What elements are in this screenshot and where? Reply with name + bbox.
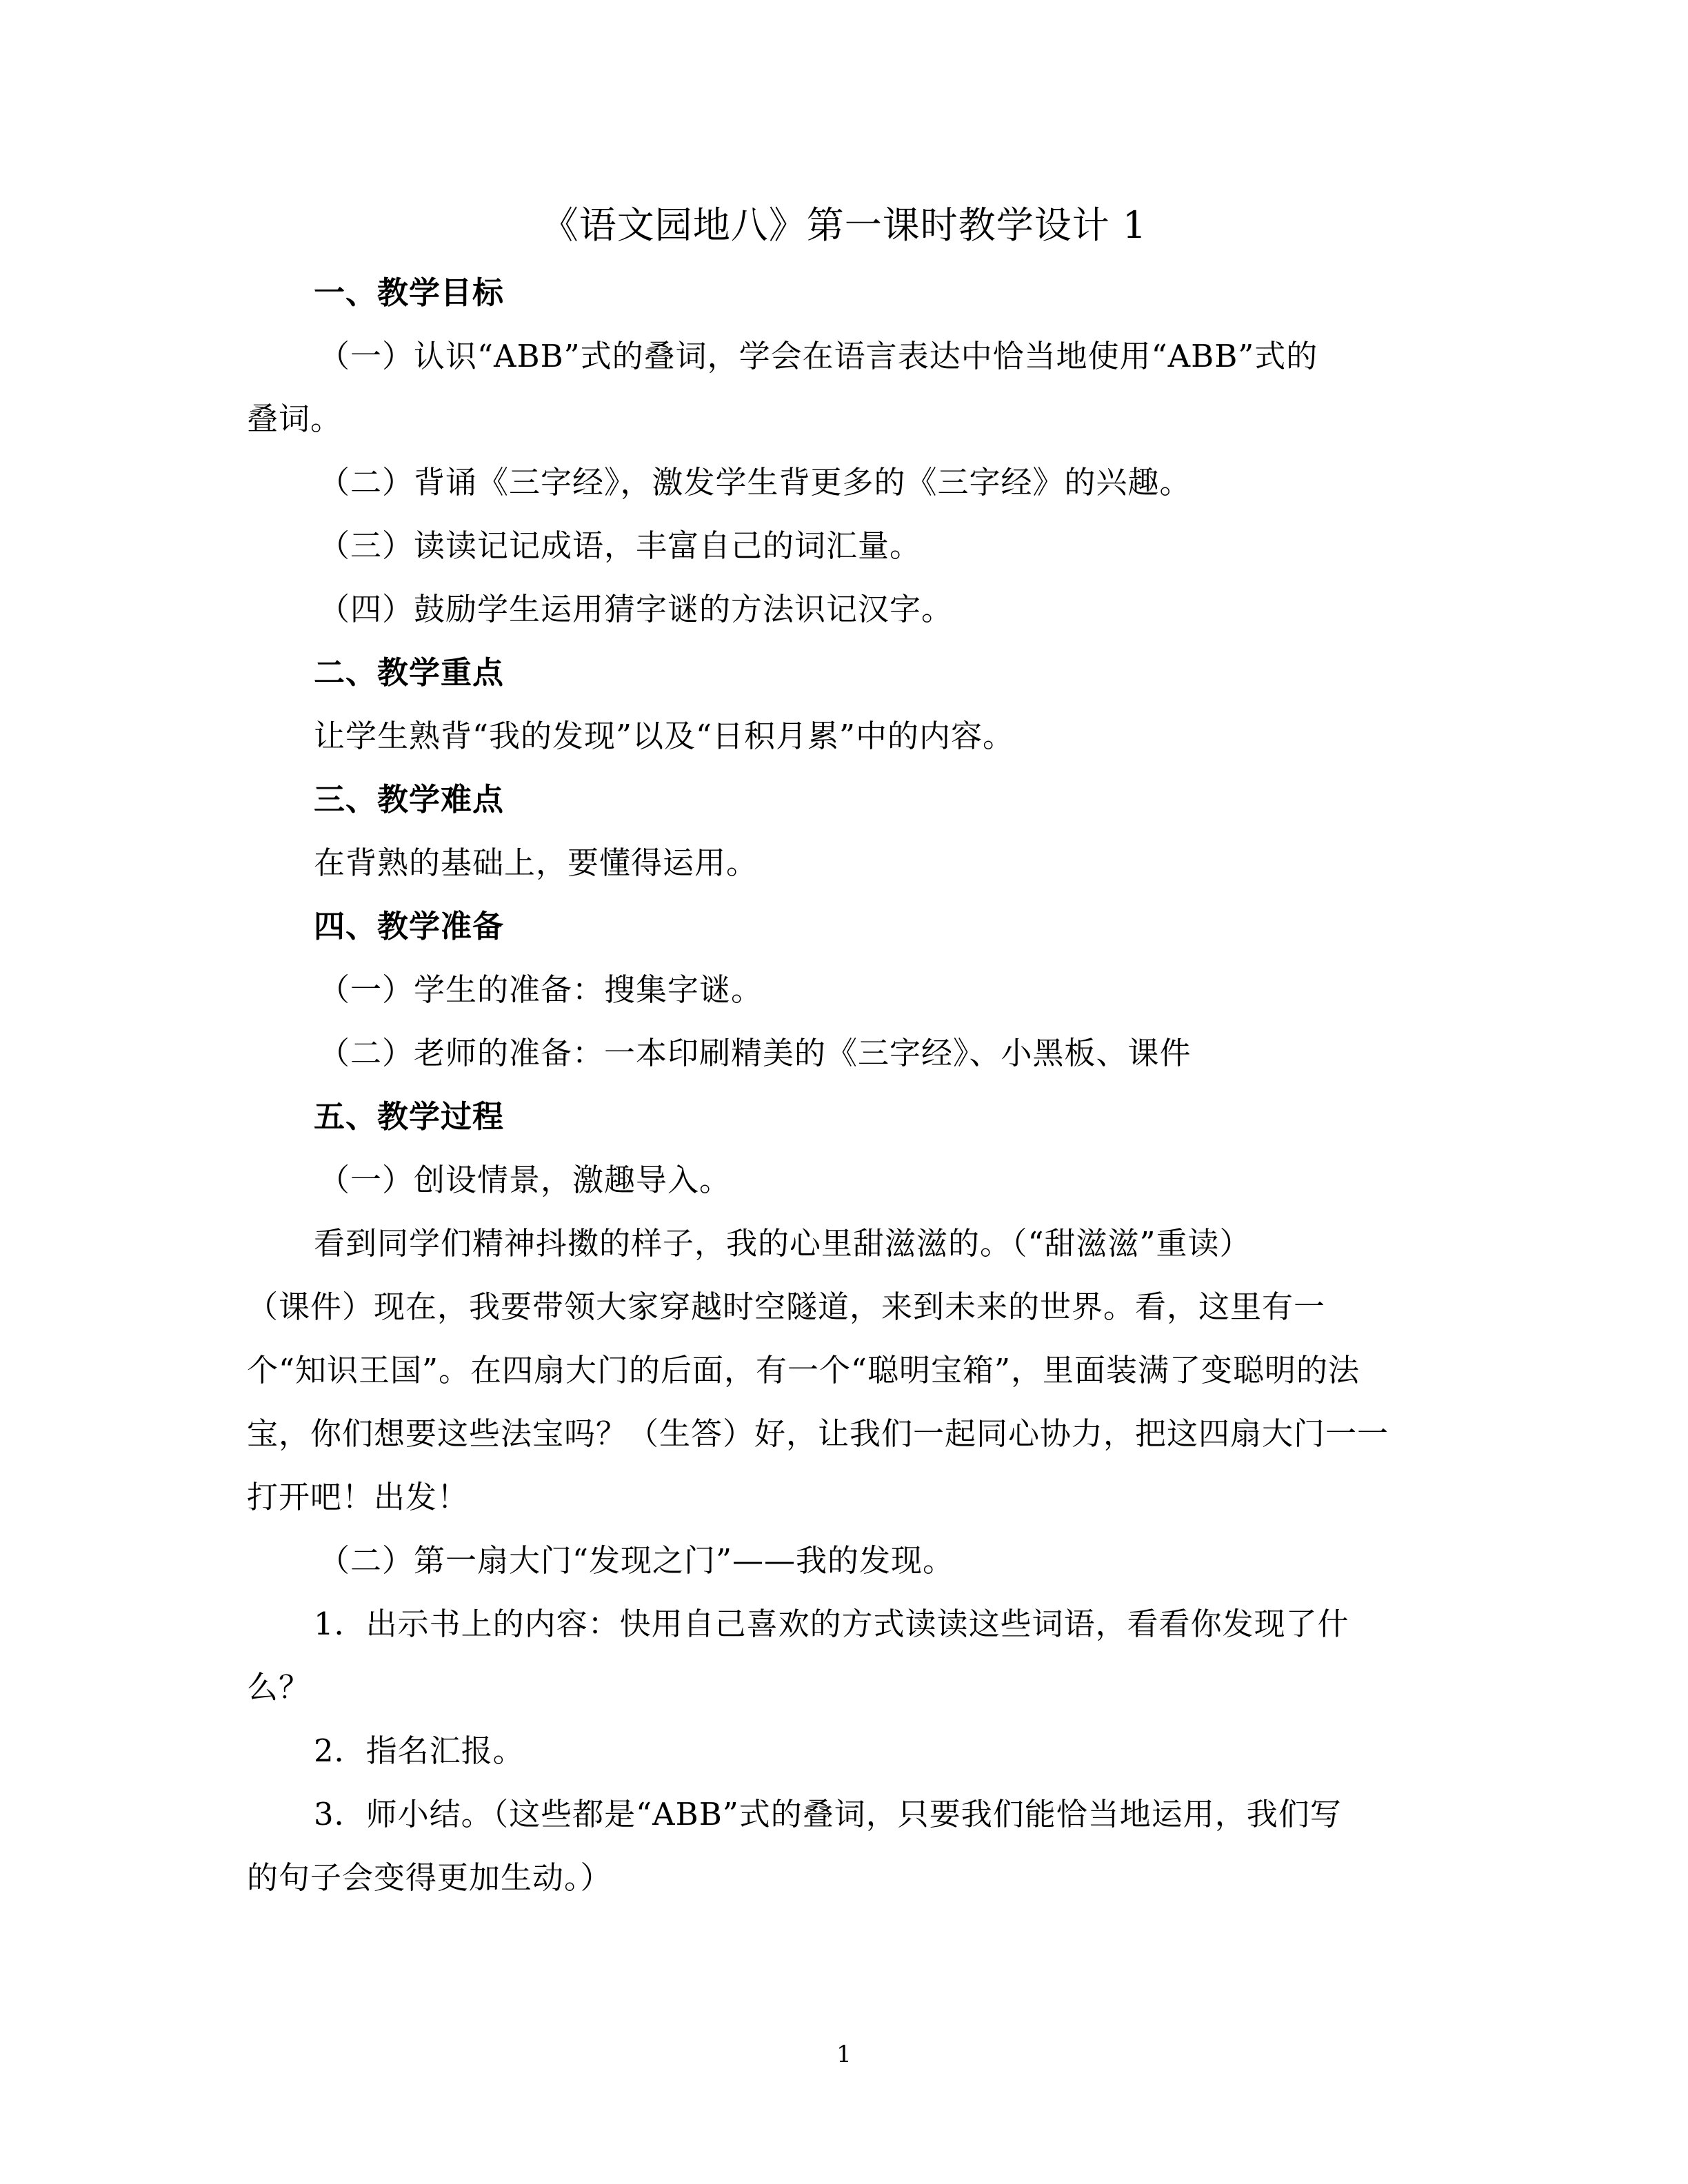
paragraph-line: （二）第一扇大门“发现之门”——我的发现。 xyxy=(319,1542,955,1579)
paragraph-line: 3．师小结。（这些都是“ABB”式的叠词，只要我们能恰当地运用，我们写 xyxy=(314,1796,1342,1832)
section-heading-objectives: 一、教学目标 xyxy=(314,274,505,311)
section-heading-key-points: 二、教学重点 xyxy=(314,654,505,691)
paragraph-line: （四）鼓励学生运用猜字谜的方法识记汉字。 xyxy=(319,591,954,627)
paragraph-line: 2．指名汇报。 xyxy=(314,1732,525,1769)
paragraph-line: 让学生熟背“我的发现”以及“日积月累”中的内容。 xyxy=(314,718,1015,754)
section-heading-difficulties: 三、教学难点 xyxy=(314,781,505,818)
paragraph-line: （三）读读记记成语，丰富自己的词汇量。 xyxy=(319,527,922,564)
paragraph-line: 1．出示书上的内容：快用自己喜欢的方式读读这些词语，看看你发现了什 xyxy=(314,1606,1349,1642)
paragraph-line: 个“知识王国”。在四扇大门的后面，有一个“聪明宝箱”，里面装满了变聪明的法 xyxy=(247,1352,1360,1388)
paragraph-line: （课件）现在，我要带领大家穿越时空隧道，来到未来的世界。看，这里有一 xyxy=(247,1288,1326,1325)
paragraph-line: （一）创设情景，激趣导入。 xyxy=(319,1162,732,1198)
paragraph-line: 宝，你们想要这些法宝吗？（生答）好，让我们一起同心协力，把这四扇大门一一 xyxy=(247,1415,1389,1452)
paragraph-line: 叠词。 xyxy=(247,401,343,437)
document-title: 《语文园地八》第一课时教学设计 1 xyxy=(541,203,1147,247)
paragraph-line: 的句子会变得更加生动。） xyxy=(247,1859,612,1896)
paragraph-line: 在背熟的基础上，要懂得运用。 xyxy=(314,845,758,881)
paragraph-line: 看到同学们精神抖擞的样子，我的心里甜滋滋的。（“甜滋滋”重读） xyxy=(314,1225,1252,1262)
section-heading-process: 五、教学过程 xyxy=(314,1098,505,1135)
paragraph-line: （一）认识“ABB”式的叠词，学会在语言表达中恰当地使用“ABB”式的 xyxy=(319,338,1318,374)
paragraph-line: （二）老师的准备：一本印刷精美的《三字经》、小黑板、课件 xyxy=(319,1035,1192,1071)
section-heading-preparation: 四、教学准备 xyxy=(314,908,505,944)
paragraph-line: 打开吧！出发！ xyxy=(247,1479,470,1515)
paragraph-line: 么？ xyxy=(247,1669,311,1706)
paragraph-line: （一）学生的准备：搜集字谜。 xyxy=(319,971,763,1008)
paragraph-line: （二）背诵《三字经》，激发学生背更多的《三字经》的兴趣。 xyxy=(319,464,1192,501)
page-number: 1 xyxy=(836,2041,852,2068)
